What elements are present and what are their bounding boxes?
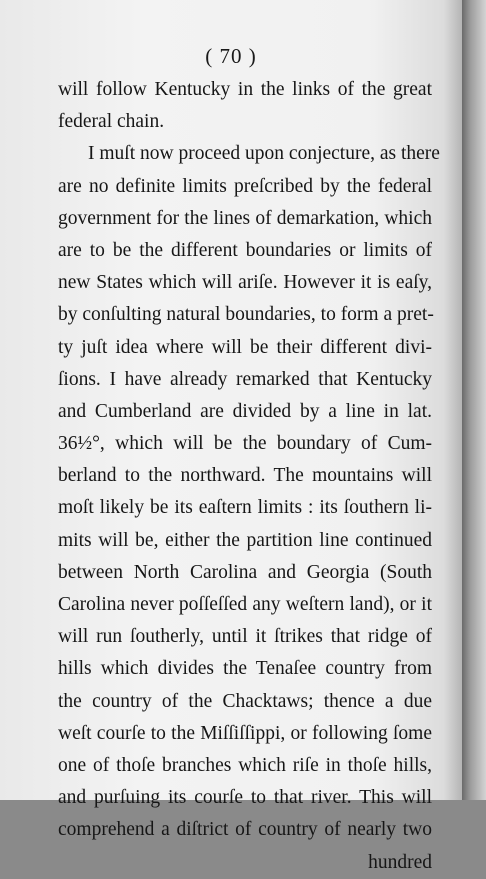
adjacent-page-edge — [462, 0, 486, 800]
text-line: federal chain. — [58, 111, 165, 133]
page-number: ( 70 ) — [205, 44, 257, 68]
text-line: Carolina never poſſeſſed any weſtern land), or it — [58, 594, 432, 615]
text-line: ſions. I have already remarked that Kentucky — [58, 368, 432, 390]
text-line: and purſuing its courſe to that river. This will — [58, 787, 432, 809]
text-line: one of thoſe branches which riſe in thoſe hills, — [58, 754, 432, 776]
text-line: the country of the Chacktaws; thence a due — [58, 690, 432, 712]
text-line: and Cumberland are divided by a line in lat. — [58, 400, 432, 422]
text-line: mits will be, either the partition line continued — [58, 529, 432, 551]
text-line: are no definite limits preſcribed by the federal — [58, 175, 432, 197]
text-line: will run ſoutherly, until it ſtrikes that ridge of — [58, 626, 432, 648]
text-line: comprehend a diſtrict of country of nearly two — [58, 819, 432, 841]
text-line: government for the lines of demarkation, which — [58, 207, 432, 229]
text-line: by conſulting natural boundaries, to form a pret- — [58, 304, 434, 326]
text-line: weſt courſe to the Miſſiſſippi, or following ſome — [58, 722, 432, 744]
text-line: will follow Kentucky in the links of the great — [58, 79, 432, 100]
text-line: moſt likely be its eaſtern limits : its ſouthern li- — [58, 497, 432, 519]
text-line: hills which divides the Tenaſee country from — [58, 658, 432, 680]
text-line: I muſt now proceed upon conjecture, as there — [88, 143, 440, 165]
catchword: hundred — [368, 851, 432, 873]
text-line: new States which will ariſe. However it is eaſy, — [58, 272, 432, 294]
text-line: are to be the different boundaries or limits of — [58, 239, 432, 261]
text-line: ty juſt idea where will be their different divi- — [58, 336, 432, 358]
text-line: 36½°, which will be the boundary of Cum- — [58, 433, 432, 455]
body-text — [58, 74, 440, 879]
text-line: between North Carolina and Georgia (South — [58, 561, 432, 583]
text-line: berland to the northward. The mountains will — [58, 465, 432, 487]
